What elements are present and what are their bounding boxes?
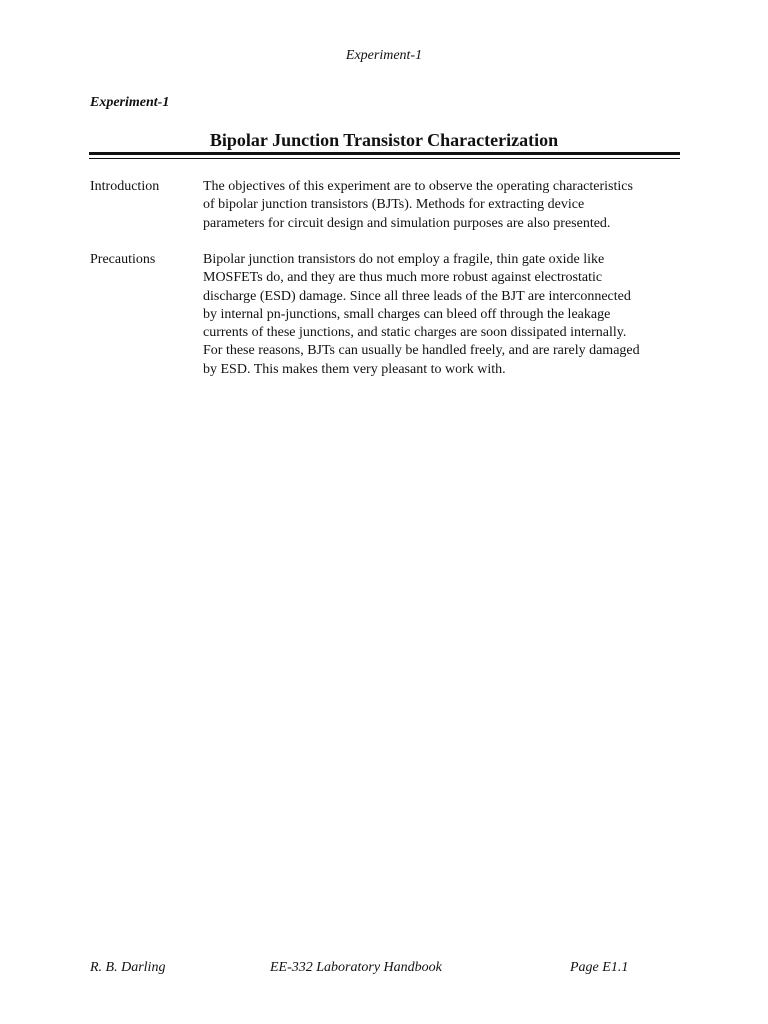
body-line: The objectives of this experiment are to observe the operating characteristics (203, 179, 633, 194)
body-line: parameters for circuit design and simulation purposes are also presented. (203, 215, 611, 231)
title-rule-thin (89, 158, 680, 159)
body-line: of bipolar junction transistors (BJTs). Methods for extracting device (203, 197, 585, 213)
section-label-precautions: Precautions (90, 252, 156, 267)
running-header: Experiment-1 (345, 48, 423, 63)
page-title: Bipolar Junction Transistor Characterization (209, 130, 559, 150)
footer-book-title: EE-332 Laboratory Handbook (270, 960, 442, 975)
body-line: by internal pn-junctions, small charges can bleed off through the leakage (203, 306, 611, 322)
body-line: by ESD. This makes them very pleasant to work with. (203, 361, 506, 377)
title-rule-thick (89, 152, 680, 155)
body-line: discharge (ESD) damage. Since all three leads of the BJT are interconnected (203, 288, 631, 304)
footer-page-number: Page E1.1 (570, 960, 629, 975)
body-line: Bipolar junction transistors do not employ a fragile, thin gate oxide like (203, 252, 605, 267)
page-footer (0, 959, 768, 979)
section-precautions (90, 251, 680, 381)
section-body-introduction (203, 178, 680, 233)
section-label-introduction: Introduction (90, 179, 160, 194)
body-line: For these reasons, BJTs can usually be handled freely, and are rarely damaged (203, 343, 640, 359)
section-body-precautions (203, 251, 680, 379)
footer-author: R. B. Darling (90, 960, 166, 975)
section-introduction (90, 178, 680, 238)
experiment-label: Experiment-1 (90, 95, 170, 110)
body-line: currents of these junctions, and static charges are soon dissipated internally. (203, 325, 627, 341)
body-line: MOSFETs do, and they are thus much more robust against electrostatic (203, 270, 603, 286)
